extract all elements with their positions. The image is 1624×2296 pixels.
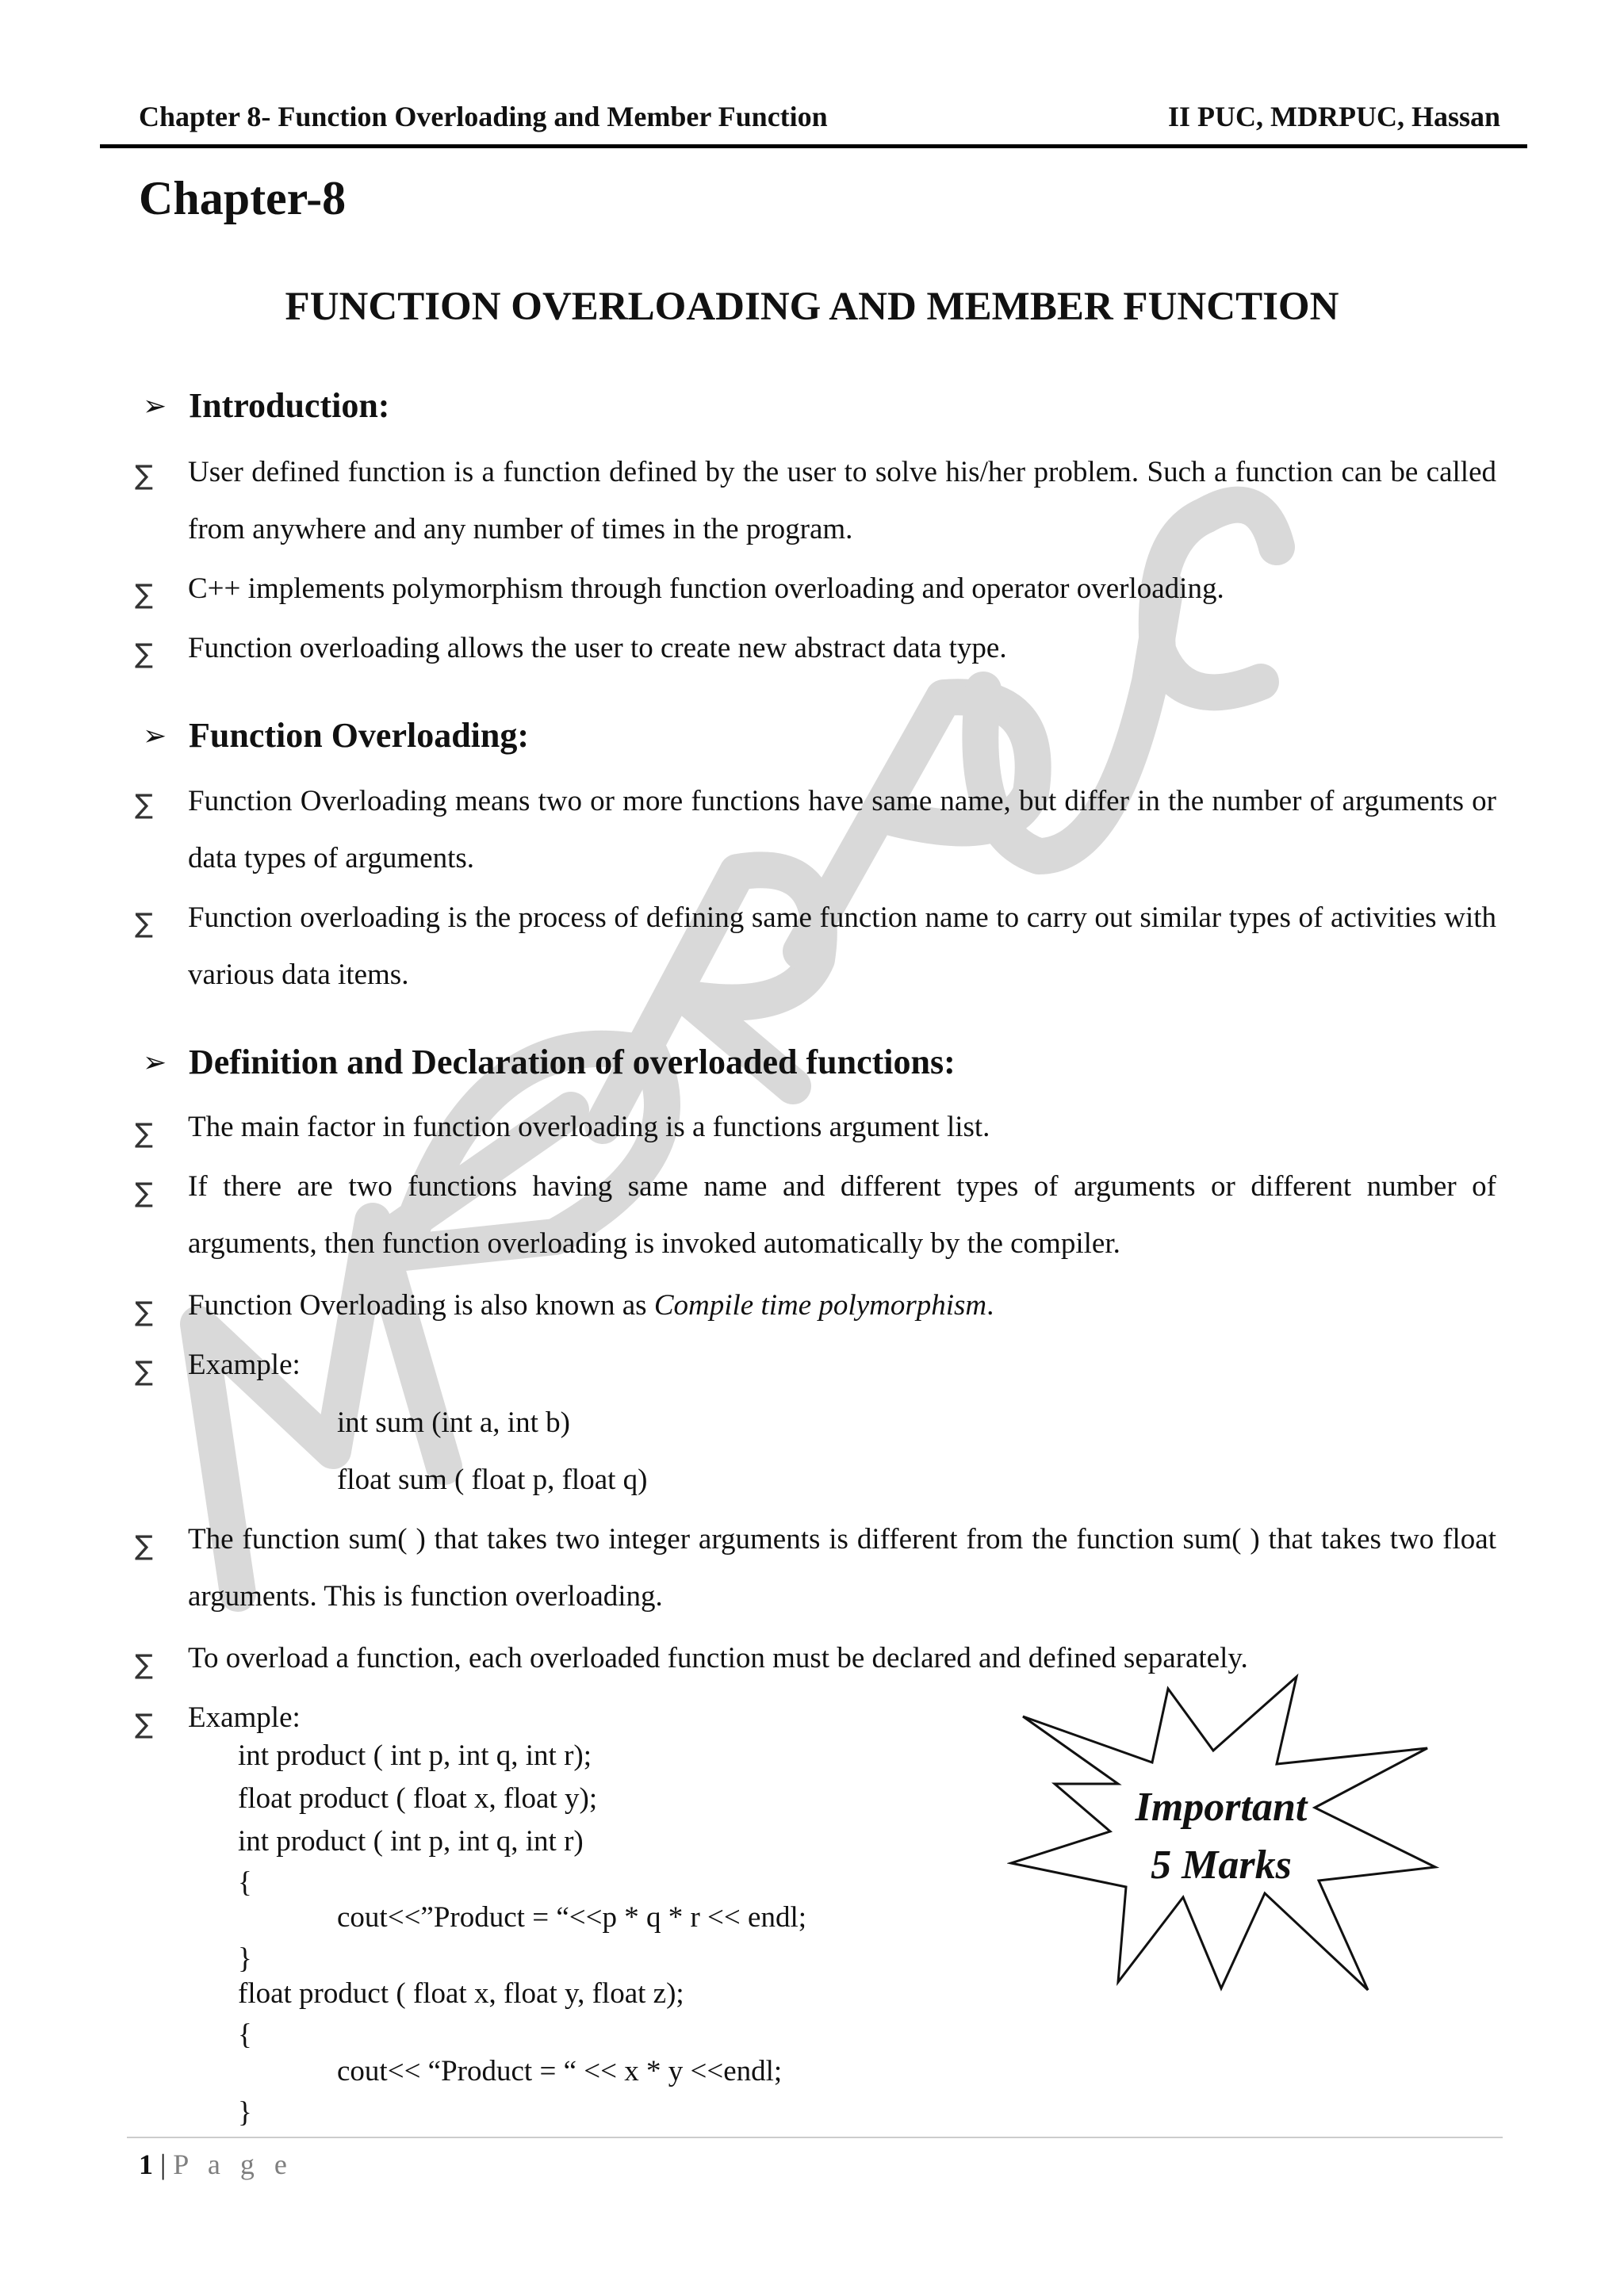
list-item: Function overloading allows the user to create new abstract data type. — [188, 632, 1007, 664]
sigma-bullet-icon: ∑ — [135, 1530, 153, 1562]
code-line: } — [238, 2096, 252, 2129]
header-chapter-title: Chapter 8- Function Overloading and Member Function — [139, 101, 828, 132]
footer-separator: | — [160, 2149, 167, 2180]
compile-time-prefix: Function Overloading is also known as — [188, 1289, 654, 1322]
page-label: P a g e — [173, 2149, 293, 2180]
sigma-bullet-icon: ∑ — [135, 1296, 153, 1328]
list-item-compile-time — [188, 1277, 1496, 1334]
list-item: Function Overloading means two or more functions have same name, but differ in the number of arguments or data types of arguments. — [188, 785, 1496, 874]
arrow-bullet-icon: ➢ — [143, 1047, 167, 1079]
section-heading-text: Introduction: — [189, 386, 390, 425]
sigma-bullet-icon: ∑ — [135, 789, 153, 821]
code-line: { — [238, 2019, 252, 2051]
page-title: FUNCTION OVERLOADING AND MEMBER FUNCTION — [285, 285, 1339, 329]
list-item: C++ implements polymorphism through function overloading and operator overloading. — [188, 572, 1224, 605]
list-item: Function overloading is the process of defining same function name to carry out similar types of activities with various data items. — [188, 901, 1496, 991]
code-line: cout<< “Product = “ << x * y <<endl; — [337, 2055, 783, 2087]
callout-marks: 5 Marks — [1151, 1843, 1292, 1888]
section-heading-introduction — [143, 382, 389, 430]
sigma-bullet-icon: ∑ — [135, 1177, 153, 1209]
list-item: To overload a function, each overloaded function must be declared and defined separately. — [188, 1642, 1248, 1674]
code-line: cout<<”Product = “<<p * q * r << endl; — [337, 1901, 807, 1934]
page-footer — [139, 2144, 293, 2185]
header-college-name: II PUC, MDRPUC, Hassan — [1167, 101, 1500, 132]
page-number: 1 — [139, 2149, 153, 2180]
footer-divider — [127, 2137, 1503, 2138]
list-item: Example: — [188, 1701, 301, 1734]
sigma-bullet-icon: ∑ — [135, 1709, 153, 1740]
section-heading-text: Definition and Declaration of overloaded functions: — [189, 1043, 956, 1081]
list-item: The function sum( ) that takes two integer arguments is different from the function sum( ) that takes two float arguments. This is function overloading. — [188, 1523, 1496, 1613]
section-heading-text: Function Overloading: — [189, 716, 530, 755]
code-line: } — [238, 1942, 252, 1975]
list-item: User defined function is a function defined by the user to solve his/her problem. Such a function can be called from anywhere and any number of times in the program. — [188, 456, 1496, 545]
code-line: int product ( int p, int q, int r); — [238, 1739, 592, 1772]
header-divider — [100, 144, 1527, 148]
section-heading-definition — [143, 1039, 956, 1087]
list-item: If there are two functions having same name and different types of arguments or different number of arguments, then function overloading is invoked automatically by the compiler. — [188, 1170, 1496, 1260]
code-line: float product ( float x, float y, float z); — [238, 1977, 684, 2010]
list-item: Example: — [188, 1349, 301, 1381]
sigma-bullet-icon: ∑ — [135, 579, 153, 610]
section-heading-function-overloading — [143, 712, 529, 760]
chapter-label: Chapter-8 — [139, 172, 347, 224]
sigma-bullet-icon: ∑ — [135, 638, 153, 670]
sigma-bullet-icon: ∑ — [135, 1118, 153, 1150]
code-line: int sum (int a, int b) — [337, 1406, 570, 1439]
arrow-bullet-icon: ➢ — [143, 390, 167, 423]
sigma-bullet-icon: ∑ — [135, 460, 153, 492]
code-line: float product ( float x, float y); — [238, 1782, 598, 1815]
code-line: float sum ( float p, float q) — [337, 1464, 648, 1496]
arrow-bullet-icon: ➢ — [143, 720, 167, 752]
sigma-bullet-icon: ∑ — [135, 908, 153, 939]
callout-important: Important — [1135, 1785, 1308, 1830]
code-line: { — [238, 1866, 252, 1899]
code-line: int product ( int p, int q, int r) — [238, 1825, 584, 1858]
compile-time-term: Compile time polymorphism — [653, 1289, 987, 1322]
compile-time-suffix: . — [986, 1289, 994, 1322]
sigma-bullet-icon: ∑ — [135, 1356, 153, 1387]
sigma-bullet-icon: ∑ — [135, 1649, 153, 1681]
list-item: The main factor in function overloading is a functions argument list. — [188, 1111, 990, 1143]
